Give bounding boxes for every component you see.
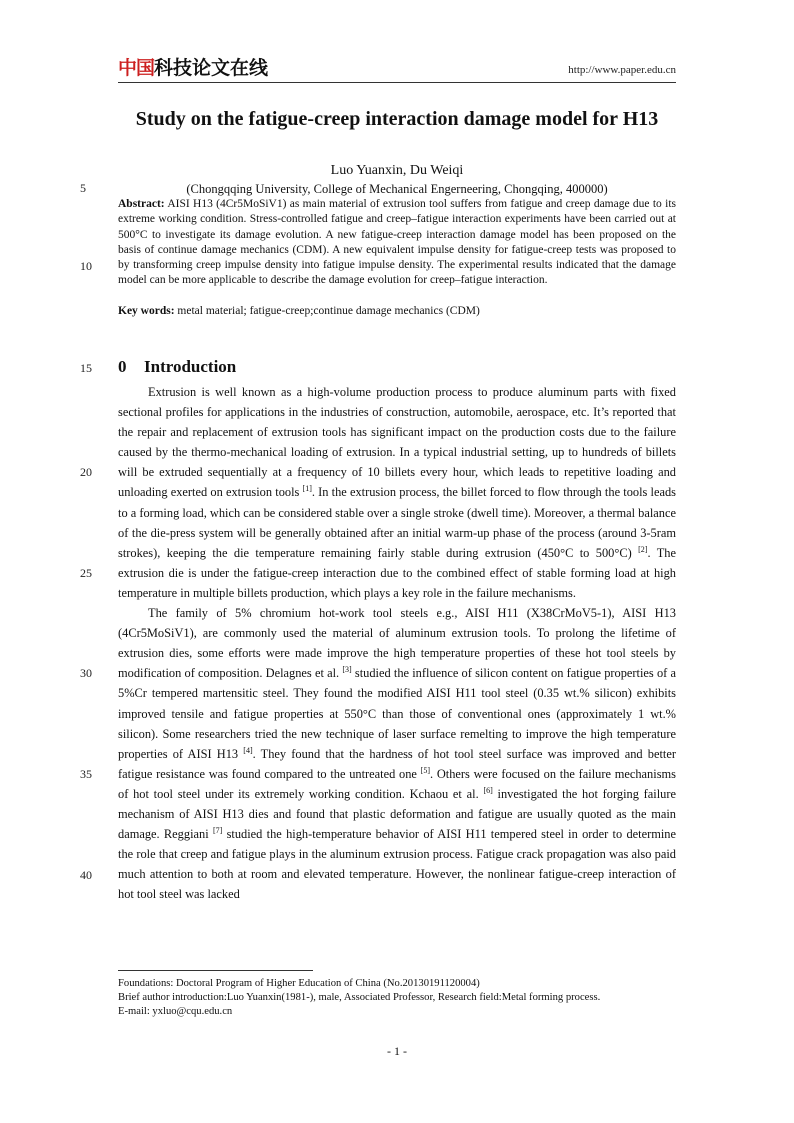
keywords-text: metal material; fatigue-creep;continue damage mechanics (CDM) (177, 305, 480, 317)
text-run: . In the extrusion process, the billet forced to flow through the tools leads to a forming load, which can be considered stable over a single stroke (dwell time). Moreover, a thermal balance of the die-press system will be generally obtained after an initial warm-up phase of the process (around 3-5ram strokes), keeping the die temperature remaining fairly stable during extrusion (450°C to 500°C) (118, 485, 676, 560)
header-url[interactable]: http://www.paper.edu.cn (568, 64, 676, 76)
paper-authors: Luo Yuanxin, Du Weiqi (330, 163, 464, 178)
abstract-text: AISI H13 (4Cr5MoSiV1) as main material of extrusion tool suffers from fatigue and creep damage due to its extreme working condition. Stress-controlled fatigue and creep–fatigue interaction experiments have been carried out at 500°C to investigate its damage evolution. A new fatigue-creep interaction damage model has been proposed on the basis of continue damage mechanics (CDM). A new equivalent impulse density for fatigue-creep tests was proposed to by transforming creep impulse density into fatigue impulse density. The experimental results indicated that the damage model can be more applicable to describe the damage evolution for creep–fatigue interaction. (118, 198, 676, 287)
section-heading (118, 356, 236, 378)
line-number: 5 (80, 181, 86, 195)
line-number: 35 (80, 767, 92, 781)
line-number: 10 (80, 259, 92, 273)
abstract-label: Abstract: (118, 198, 165, 210)
footnotes (118, 977, 678, 1019)
keywords (118, 304, 676, 319)
page-header (118, 56, 676, 83)
text-run: . Others were focused on the failure mechanisms of hot tool steel under its extremely working condition. Kchaou et al. (118, 766, 676, 801)
keywords-label: Key words: (118, 305, 175, 317)
citation[interactable]: [3] (342, 665, 352, 675)
text-run: . They found that the hardness of hot tool steel surface was improved and better fatigue resistance was found compared to the untreated one (118, 746, 676, 781)
paragraph (118, 382, 676, 603)
text-run: studied the high-temperature behavior of AISI H11 tempered steel in order to determine the role that creep and fatigue plays in the aluminum extrusion process. Fatigue crack propagation was also paid much attention to both at room and elevated temperature. However, the nonlinear fatigue-creep interaction of hot tool steel was lacked (118, 827, 677, 902)
logo-text: 科技论文在线 (154, 57, 269, 79)
body-text (118, 382, 676, 904)
text-run: The family of 5% chromium hot-work tool steels e.g., AISI H11 (X38CrMoV5-1), AISI H13 (4Cr5MoSiV1), are commonly used the material of aluminum extrusion tools. To prolong the lifetime of extrusion dies, some efforts were made improve the high temperature properties of these hot tool steels by modification of composition. Delagnes et al. (118, 606, 676, 681)
footnote-divider (118, 970, 313, 971)
citation[interactable]: [2] (638, 544, 648, 554)
paper-affiliation: (Chongqqing University, College of Mechanical Engerneering, Chongqing, 400000) (186, 182, 608, 196)
paragraph (118, 603, 676, 904)
citation[interactable]: [7] (212, 826, 223, 836)
text-run: investigated the hot forging failure mechanism of AISI H13 dies and found that plastic deformation and fatigue are usually quoted as the main damage. Reggiani (118, 786, 676, 842)
text-run: studied the influence of silicon content on fatigue properties of a 5%Cr tempered martensitic steel. They found the modified AISI H11 tool steel (0.35 wt.% silicon) exhibits improved tensile and fatigue properties at 550°C than those of conventional ones (approximately 1 wt.% silicon). Some researchers tried the new technique of laser surface remelting to improve the high temperature properties of AISI H13 (118, 666, 676, 761)
section-title: Introduction (144, 357, 237, 376)
footnote-funding: Foundations: Doctoral Program of Higher Education of China (No.20130191120004) (118, 978, 480, 989)
abstract (118, 197, 676, 289)
citation[interactable]: [4] (243, 745, 253, 755)
citation[interactable]: [1] (302, 484, 312, 494)
section-number: 0 (118, 357, 127, 376)
line-number: 25 (80, 566, 92, 580)
text-run: . The extrusion die is under the fatigue-creep interaction due to the combined effect of stable forming load at high temperature in multiple billets production, which plays a key role in the failure mechanisms. (118, 545, 676, 600)
line-number: 40 (80, 868, 92, 882)
footnote-email[interactable]: E-mail: yxluo@cqu.edu.cn (118, 1006, 233, 1017)
site-logo (118, 56, 268, 80)
logo-mark: 中国 (118, 57, 155, 79)
line-number: 30 (80, 666, 92, 680)
line-number: 20 (80, 465, 92, 479)
paper-title: Study on the fatigue-creep interaction damage model for H13 (135, 108, 659, 130)
page-number: - 1 - (387, 1044, 407, 1058)
text-run: Extrusion is well known as a high-volume production process to produce aluminum parts with fixed sectional profiles for applications in the industries of construction, automobile, aerospace, etc. It’s reported that the repair and replacement of extrusion tools has significant impact on the production costs due to the failure caused by the thermo-mechanical loading of extrusion. In a typical industrial setting, up to hundreds of billets will be extruded sequentially at a frequency of 10 billets every hour, which leads to repetitive loading and unloading exerted on extrusion tools (118, 385, 676, 500)
footnote-author: Brief author introduction:Luo Yuanxin(1981-), male, Associated Professor, Research field:Metal forming process. (118, 992, 601, 1003)
citation[interactable]: [6] (483, 785, 493, 795)
citation[interactable]: [5] (420, 765, 430, 775)
line-number: 15 (80, 361, 92, 375)
